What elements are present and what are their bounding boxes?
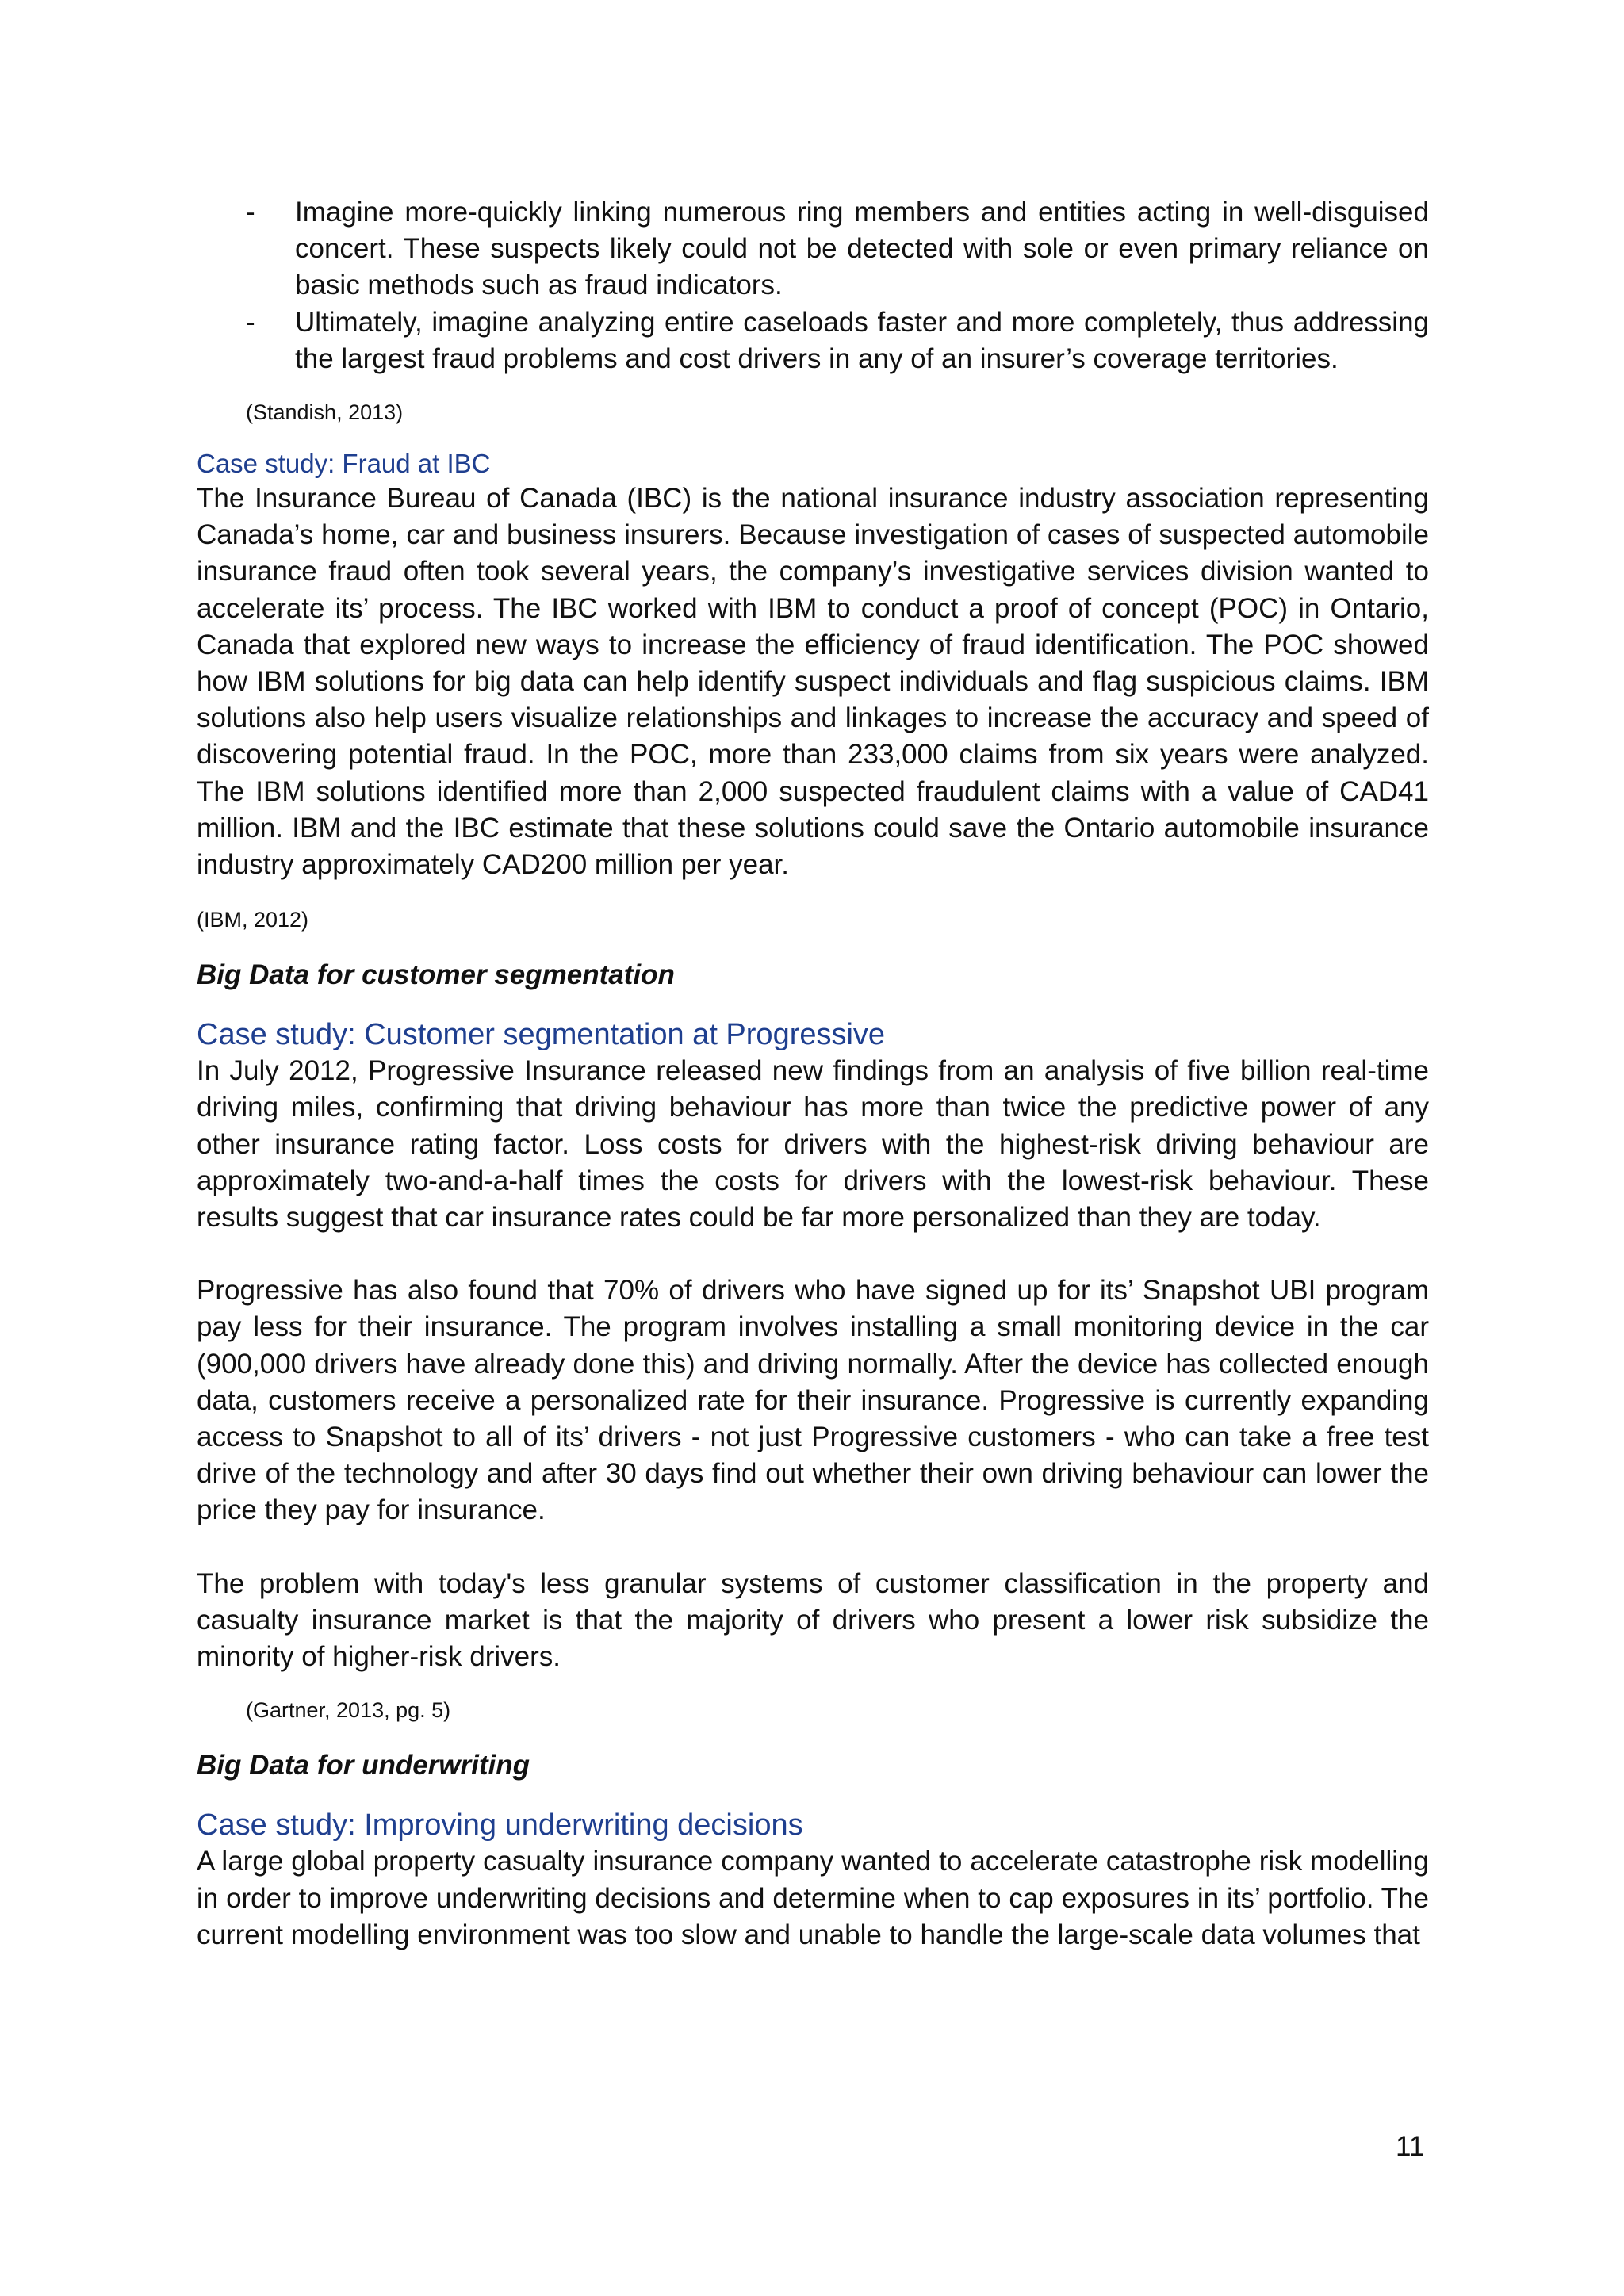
section-heading-segmentation: Big Data for customer segmentation	[197, 959, 675, 991]
case-study-title-ibc: Case study: Fraud at IBC	[197, 449, 491, 479]
citation-ibm: (IBM, 2012)	[197, 908, 309, 932]
case-study-paragraph: In July 2012, Progressive Insurance released new findings from an analysis of five billion real-time driving miles, confirming that driving behaviour has more than twice the predictive power of any other insurance rating factor. Loss costs for drivers with the highest-risk driving behaviour are approximately two-and-a-half times the costs for drivers with the lowest-risk behaviour. These results suggest that car insurance rates could be far more personalized than they are today.	[197, 1055, 1429, 1234]
bullet-marker: -	[246, 197, 255, 228]
bullet-marker: -	[246, 306, 255, 338]
bullet-text: Ultimately, imagine analyzing entire caseloads faster and more completely, thus addressing the largest fraud problems and cost drivers in any of an insurer’s coverage territories.	[295, 306, 1429, 374]
bullet-text: Imagine more-quickly linking numerous ring members and entities acting in well-disguised concert. These suspects likely could not be detected with sole or even primary reliance on basic methods such as fraud indicators.	[295, 197, 1429, 301]
case-study-title-underwriting: Case study: Improving underwriting decisions	[197, 1808, 803, 1843]
case-study-body-ibc: The Insurance Bureau of Canada (IBC) is the national insurance industry association representing Canada’s home, car and business insurers. Because investigation of cases of suspected automobile insurance fraud often took several years, the company’s investigative services division wanted to accelerate its’ process. The IBC worked with IBM to conduct a proof of concept (POC) in Ontario, Canada that explored new ways to increase the efficiency of fraud identification. The POC showed how IBM solutions for big data can help identify suspect individuals and flag suspicious claims. IBM solutions also help users visualize relationships and linkages to increase the accuracy and speed of discovering potential fraud. In the POC, more than 233,000 claims from six years were analyzed. The IBM solutions identified more than 2,000 suspected fraudulent claims with a value of CAD41 million. IBM and the IBC estimate that these solutions could save the Ontario automobile insurance industry approximately CAD200 million per year.	[197, 483, 1429, 881]
list-item	[197, 194, 1429, 304]
citation-gartner: (Gartner, 2013, pg. 5)	[246, 1698, 451, 1723]
document-page	[197, 194, 1429, 1954]
bullet-list	[197, 194, 1429, 377]
case-study-title-progressive: Case study: Customer segmentation at Progressive	[197, 1018, 886, 1052]
list-item	[197, 304, 1429, 377]
case-study-paragraph: The problem with today's less granular systems of customer classification in the property and casualty insurance market is that the majority of drivers who present a lower risk subsidize the minority of higher-risk drivers.	[197, 1567, 1429, 1673]
section-heading-underwriting: Big Data for underwriting	[197, 1750, 530, 1781]
case-study-paragraph: Progressive has also found that 70% of drivers who have signed up for its’ Snapshot UBI program pay less for their insurance. The program involves installing a small monitoring device in the car (900,000 drivers have already done this) and driving normally. After the device has collected enough data, customers receive a personalized rate for their insurance. Progressive is currently expanding access to Snapshot to all of its’ drivers - not just Progressive customers - who can take a free test drive of the technology and after 30 days find out whether their own driving behaviour can lower the price they pay for insurance.	[197, 1275, 1429, 1526]
citation-standish: (Standish, 2013)	[246, 400, 404, 425]
page-number: 11	[1396, 2131, 1425, 2162]
case-study-body-underwriting: A large global property casualty insurance company wanted to accelerate catastrophe risk modelling in order to improve underwriting decisions and determine when to cap exposures in its’ portfolio. The current modelling environment was too slow and unable to handle the large-scale data volumes that	[197, 1846, 1429, 1950]
